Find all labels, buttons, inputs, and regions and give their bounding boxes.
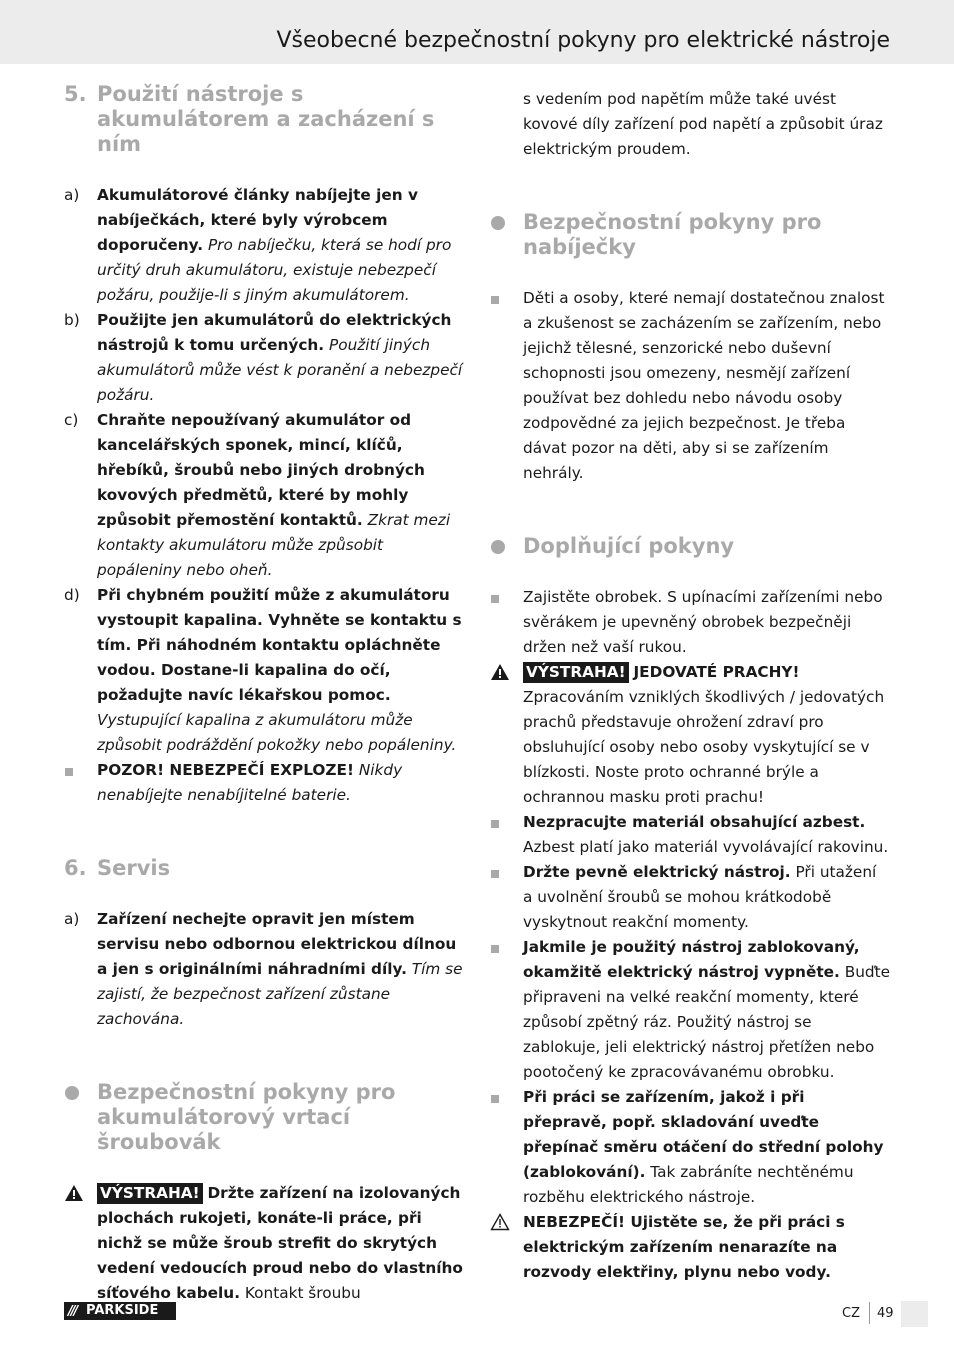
- warning-label: VÝSTRAHA!: [523, 662, 629, 683]
- item-text: Děti a osoby, které nemají dostatečnou znalost a zkušenost se zacházením se zařízením, nebo jejichž tělesné, senzorické nebo duševní schopnosti jsou omezeny, nesmějí zařízení používat bez dohledu nebo návodu osoby zodpovědné za jejich bezpečnost. Je třeba dávat pozor na děti, aby si se zařízením nehrály.: [523, 289, 885, 482]
- item-text: Zajistěte obrobek. S upínacími zařízeními nebo svěrákem je upevněný obrobek bezpečněji držen než vaší rukou.: [523, 588, 883, 656]
- page-number: 49: [877, 1306, 894, 1321]
- drill-safety-heading: [64, 1080, 464, 1155]
- bullet-square-icon: [491, 820, 499, 828]
- item-italic-text: Pro nabíječku, která se hodí pro určitý druh akumulátoru, existuje nebezpečí požáru, použije-li s jiným akumulátorem.: [97, 236, 452, 304]
- item-bold-text: Jakmile je použitý nástroj zablokovaný, okamžitě elektrický nástroj vypněte.: [523, 938, 860, 981]
- section-5-heading: [64, 82, 464, 157]
- item-italic-text: Zkrat mezi kontakty akumulátoru může způsobit popáleniny nebo oheň.: [97, 511, 451, 579]
- danger-item: [490, 1210, 890, 1285]
- footer-tab-box: [901, 1301, 928, 1327]
- item-bold-text: Při práci se zařízením, jakož i při přepravě, popř. skladování uveďte přepínač směru otáčení do střední polohy (zablokování).: [523, 1088, 884, 1181]
- item-text: Zpracováním vzniklých škodlivých / jedovatých prachů představuje ohrožení zdraví pro obsluhující osoby nebo osoby vyskytující se v blízkosti. Noste proto ochranné brýle a ochrannou masku proti prachu!: [523, 688, 885, 806]
- item-marker: b): [64, 311, 80, 329]
- item-text: Tak zabráníte nechtěnému rozběhu elektrického nástroje.: [523, 1163, 854, 1206]
- bullet-dot-icon: [65, 1086, 79, 1100]
- logo-stripes: ///: [68, 1304, 77, 1319]
- additional-heading: [490, 534, 890, 559]
- warning-triangle-icon: [490, 663, 510, 681]
- warning-label: VÝSTRAHA!: [97, 1183, 203, 1204]
- item-text: Při utažení a uvolnění šroubů se mohou krátkodobě vyskytnout reakční momenty.: [523, 863, 877, 931]
- item-bold-text: Držte pevně elektrický nástroj.: [523, 863, 791, 881]
- section-title: Bezpečnostní pokyny pro akumulátorový vrtací šroubovák: [97, 1080, 396, 1154]
- left-column: [64, 82, 464, 1306]
- list-item: [64, 907, 464, 1032]
- right-column: [490, 87, 890, 1285]
- bullet-item: [490, 810, 890, 860]
- item-italic-text: Použití jiných akumulátorů může vést k poranění a nebezpečí požáru.: [97, 336, 463, 404]
- bullet-item: [490, 286, 890, 486]
- item-bold-text: Zařízení nechejte opravit jen místem servisu nebo odbornou elektrickou dílnou a jen s originálními náhradními díly.: [97, 910, 457, 978]
- bullet-square-icon: [491, 296, 499, 304]
- charger-safety-heading: [490, 210, 890, 260]
- bullet-square-icon: [65, 768, 73, 776]
- list-item: [64, 583, 464, 758]
- item-bold-text: NEBEZPEČÍ! Ujistěte se, že při práci s elektrickým zařízením nenarazíte na rozvody elektřiny, plynu nebo vody.: [523, 1213, 845, 1281]
- bullet-square-icon: [491, 945, 499, 953]
- item-marker: d): [64, 586, 80, 604]
- section-title: Použití nástroje s akumulátorem a zacházení s ním: [97, 82, 435, 156]
- item-bold-text: Nezpracujte materiál obsahující azbest.: [523, 813, 866, 831]
- item-bold-text: Použijte jen akumulátorů do elektrických nástrojů k tomu určených.: [97, 311, 452, 354]
- logo-text: PARKSIDE: [86, 1303, 159, 1318]
- item-text: Azbest platí jako materiál vyvolávající rakovinu.: [523, 838, 889, 856]
- section-title: Bezpečnostní pokyny pro nabíječky: [523, 210, 822, 259]
- item-bold-text: POZOR! NEBEZPEČÍ EXPLOZE!: [97, 761, 354, 779]
- bullet-dot-icon: [491, 216, 505, 230]
- bullet-item: [490, 860, 890, 935]
- item-bold-text: Držte zařízení na izolovaných plochách rukojeti, konáte-li práce, při nichž se může šroub strefit do skrytých vedení vedoucích proud nebo do vlastního síťového kabelu.: [97, 1184, 463, 1302]
- bullet-dot-icon: [491, 540, 505, 554]
- section-title: Doplňující pokyny: [523, 534, 735, 558]
- page-header: [0, 0, 954, 64]
- item-italic-text: Nikdy nenabíjejte nenabíjitelné baterie.: [97, 761, 403, 804]
- item-bold-text: Při chybném použití může z akumulátoru vystoupit kapalina. Vyhněte se kontaktu s tím. Při náhodném kontaktu opláchněte vodou. Dostane-li kapalina do očí, požadujte navíc lékařskou pomoc.: [97, 586, 462, 704]
- item-text: Kontakt šroubu: [244, 1284, 361, 1302]
- footer-divider: [869, 1302, 870, 1324]
- danger-triangle-icon: [490, 1213, 510, 1231]
- item-marker: a): [64, 186, 80, 204]
- list-item: [64, 183, 464, 308]
- item-italic-text: Vystupující kapalina z akumulátoru může způsobit podráždění pokožky nebo popáleniny.: [97, 711, 457, 754]
- section-title: Servis: [97, 856, 171, 880]
- warning-item: [64, 1181, 464, 1306]
- list-item: [64, 408, 464, 583]
- bullet-square-icon: [491, 870, 499, 878]
- item-bold-text: Chraňte nepoužívaný akumulátor od kancelářských sponek, mincí, klíčů, hřebíků, šroubů nebo jiných drobných kovových předmětů, které by mohly způsobit přemostění kontaktů.: [97, 411, 425, 529]
- bullet-square-icon: [491, 1095, 499, 1103]
- bullet-item: [64, 758, 464, 808]
- bullet-square-icon: [491, 595, 499, 603]
- bullet-item: [490, 1085, 890, 1210]
- section-number: 5.: [64, 82, 87, 106]
- section-number: 6.: [64, 856, 87, 880]
- item-bold-text: JEDOVATÉ PRACHY!: [633, 663, 800, 681]
- item-italic-text: Tím se zajistí, že bezpečnost zařízení zůstane zachována.: [97, 960, 463, 1028]
- bullet-item: [490, 585, 890, 660]
- parkside-logo: [64, 1302, 176, 1320]
- item-marker: c): [64, 411, 79, 429]
- item-text: Buďte připraveni na velké reakční momenty, které způsobí zpětný ráz. Použitý nástroj se zablokuje, jeli elektrický nástroj přetížen nebo pootočený ke zpracovávanému obrobku.: [523, 963, 891, 1081]
- section-6-heading: [64, 856, 464, 881]
- item-marker: a): [64, 910, 80, 928]
- item-text: s vedením pod napětím může také uvést kovové díly zařízení pod napětí a způsobit úraz elektrickým proudem.: [523, 90, 883, 158]
- item-bold-text: Akumulátorové články nabíjejte jen v nabíječkách, které byly výrobcem doporučeny.: [97, 186, 418, 254]
- language-code: CZ: [842, 1306, 860, 1321]
- warning-item: [490, 660, 890, 810]
- warning-triangle-icon: [64, 1184, 84, 1202]
- page-title: Všeobecné bezpečnostní pokyny pro elektrické nástroje: [276, 28, 890, 53]
- bullet-item: [490, 935, 890, 1085]
- continued-text: [490, 87, 890, 162]
- list-item: [64, 308, 464, 408]
